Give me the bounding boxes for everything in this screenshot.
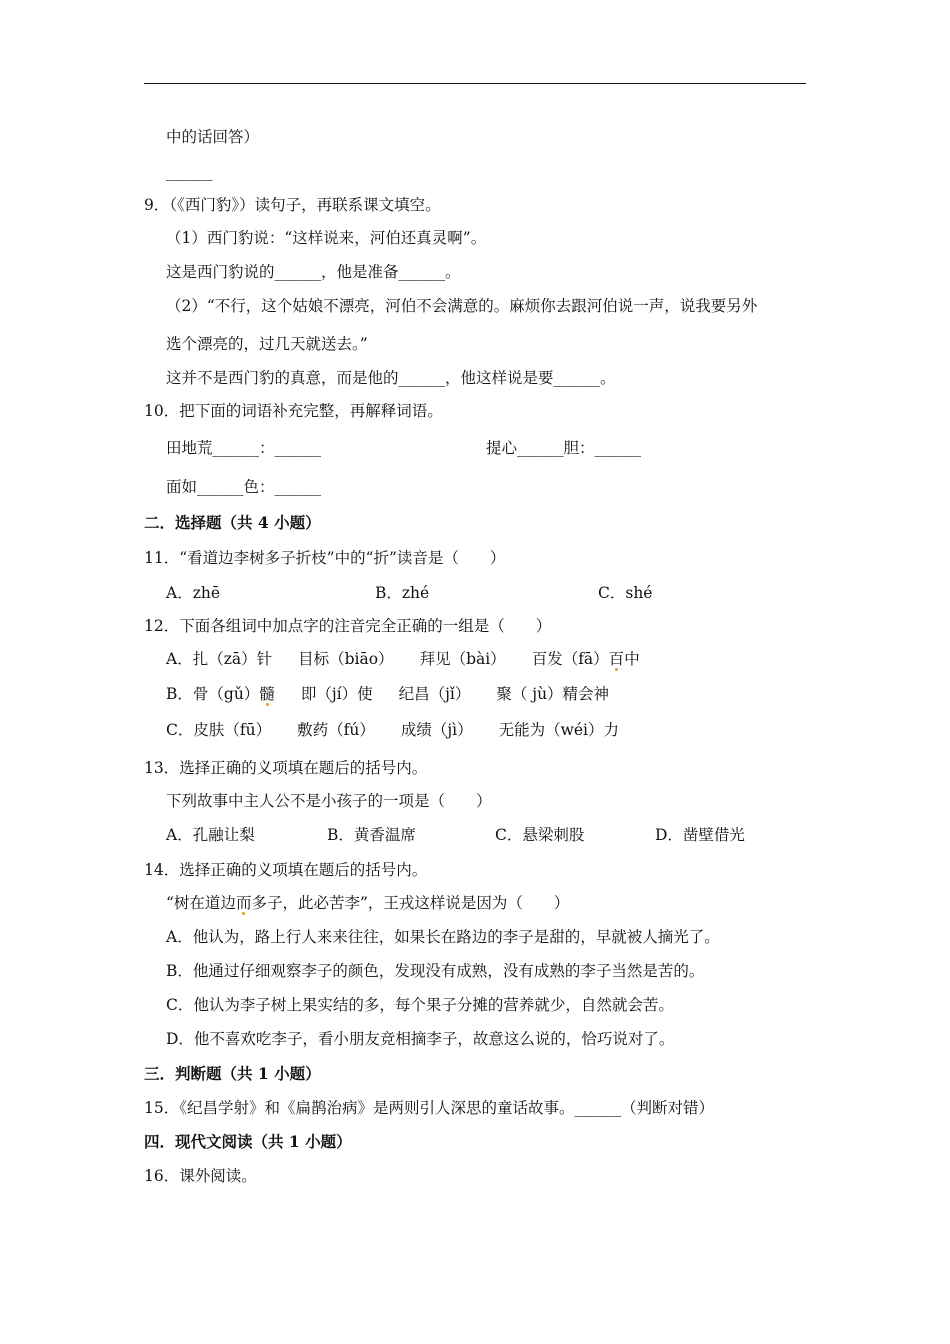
section2-title: 二．选择题（共 4 小题） <box>144 513 321 532</box>
q9-part1-quote: （1）西门豹说：“这样说来，河伯还真灵啊”。 <box>166 229 487 247</box>
q12-a-word3: 拜见（bài） <box>419 650 506 668</box>
q10-item3: 面如______色：______ <box>166 478 322 496</box>
header-rule <box>144 83 806 84</box>
q12-option-b <box>166 684 609 704</box>
q10-item2: 提心______胆：______ <box>486 439 642 457</box>
q8-tail: 中的话回答） <box>166 128 260 146</box>
q13-option-d: D．凿壁借光 <box>655 826 745 844</box>
q9-part2-quote-line1: （2）“不行，这个姑娘不漂亮，河伯不会满意的。麻烦你去跟河伯说一声，说我要另外 <box>166 297 758 315</box>
q12-a-word2: 目标（biāo） <box>298 650 394 668</box>
q12-b-word1 <box>166 685 275 703</box>
q12-a-word1: A．扎（zā）针 <box>166 650 273 668</box>
q12-b-word3: 纪昌（jǐ） <box>398 685 471 703</box>
q14-option-a: A．他认为，路上行人来来往往，如果长在路边的李子是甜的，早就被人摘光了。 <box>166 928 720 946</box>
q14-option-c: C．他认为李子树上果实结的多，每个果子分摊的营养就少，自然就会苦。 <box>166 996 674 1014</box>
q14-quote-post: 多子，此必苦李”，王戎这样说是因为（ ） <box>251 894 570 912</box>
q11-option-a: A．zhē <box>166 584 221 602</box>
q11-option-b: B．zhé <box>375 584 430 602</box>
q13-option-c: C．悬梁刺股 <box>495 826 585 844</box>
q12-c-word2: 敷药（fú） <box>297 721 375 739</box>
q12-a-word4-post: 中 <box>624 650 640 668</box>
q12-b-word2: 即（jí）使 <box>300 685 373 703</box>
section4-title: 四．现代文阅读（共 1 小题） <box>144 1132 352 1151</box>
q12-option-c <box>166 720 619 740</box>
emphasis-dot-char: 而 <box>235 894 252 912</box>
q14-quote <box>166 893 569 913</box>
q12-c-word3: 成绩（jì） <box>400 721 473 739</box>
q9-part2-fill: 这并不是西门豹的真意，而是他的______，他这样说是要______。 <box>166 369 616 387</box>
q13-option-b: B．黄香温席 <box>327 826 416 844</box>
q11-option-c: C．shé <box>598 584 653 602</box>
q14-option-b: B．他通过仔细观察李子的颜色，发现没有成熟，没有成熟的李子当然是苦的。 <box>166 962 705 980</box>
q15-text: 15．《纪昌学射》和《扁鹊治病》是两则引人深思的童话故事。______（判断对错） <box>144 1099 714 1117</box>
q12-a-word4-pre: 百发（fā） <box>531 650 609 668</box>
q13-subquestion: 下列故事中主人公不是小孩子的一项是（ ） <box>166 792 492 810</box>
q12-a-word4 <box>532 650 640 668</box>
q12-b-word4: 聚（ jù）精会神 <box>496 685 610 703</box>
q9-stem: 9．（《西门豹》）读句子，再联系课文填空。 <box>144 196 441 214</box>
q13-stem: 13．选择正确的义项填在题后的括号内。 <box>144 759 428 777</box>
q9-part2-quote-line2: 选个漂亮的，过几天就送去。” <box>166 335 368 353</box>
q11-stem: 11．“看道边李树多子折枝”中的“折”读音是（ ） <box>144 549 506 567</box>
emphasis-dot-char: 髓 <box>259 685 275 703</box>
q10-stem: 10．把下面的词语补充完整，再解释词语。 <box>144 402 443 420</box>
q8-answer-blank: ______ <box>166 163 213 181</box>
q12-b-word1-pre: B．骨（gǔ） <box>166 685 260 703</box>
section3-title: 三．判断题（共 1 小题） <box>144 1064 321 1083</box>
q16-stem: 16．课外阅读。 <box>144 1167 257 1185</box>
q9-part1-fill: 这是西门豹说的______，他是准备______。 <box>166 263 461 281</box>
q14-quote-pre: “树在道边 <box>166 894 236 912</box>
q10-item1: 田地荒______：______ <box>166 439 322 457</box>
q12-option-a <box>166 649 640 669</box>
q12-stem: 12．下面各组词中加点字的注音完全正确的一组是（ ） <box>144 617 552 635</box>
q14-stem: 14．选择正确的义项填在题后的括号内。 <box>144 861 428 879</box>
emphasis-dot-char: 百 <box>608 650 625 668</box>
q14-option-d: D．他不喜欢吃李子，看小朋友竞相摘李子，故意这么说的，恰巧说对了。 <box>166 1030 675 1048</box>
q13-option-a: A．孔融让梨 <box>166 826 255 844</box>
q12-c-word4: 无能为（wéi）力 <box>498 721 619 739</box>
q12-c-word1: C．皮肤（fū） <box>166 721 272 739</box>
